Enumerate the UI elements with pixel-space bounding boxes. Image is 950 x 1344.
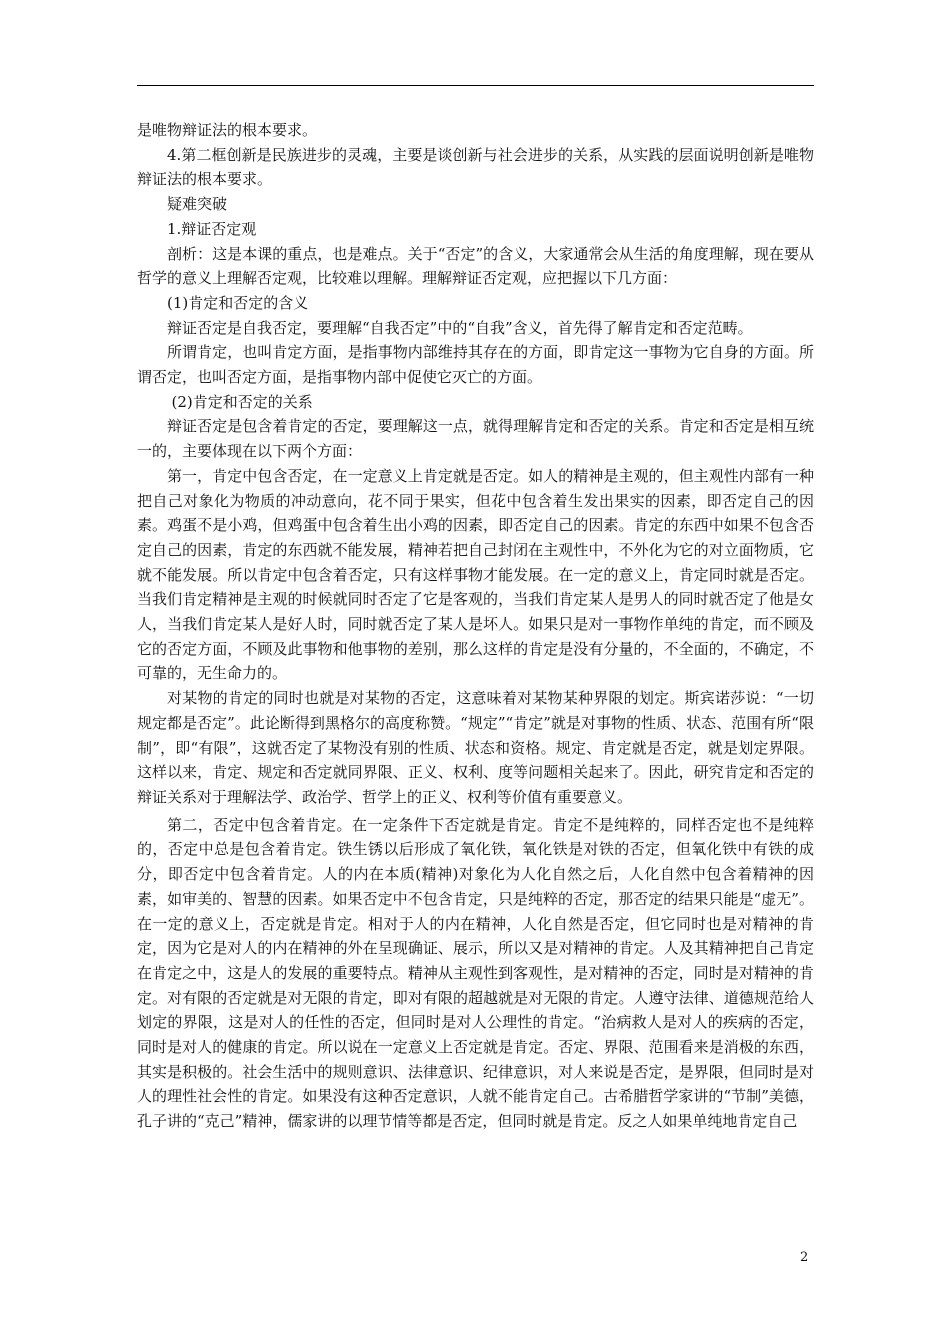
subsection-heading: (2)肯定和否定的关系 <box>171 392 313 411</box>
paragraph: 剖析：这是本课的重点，也是难点。关于“否定”的含义，大家通常会从生活的角度理解，现在要从哲学的意义上理解否定观，比较难以理解。理解辩证否定观，应把握以下几方面： <box>137 244 814 288</box>
paragraph: 辩证否定是包含着肯定的否定，要理解这一点，就得理解肯定和否定的关系。肯定和否定是相互统一的，主要体现在以下两个方面： <box>137 417 814 461</box>
header-rule <box>137 85 814 86</box>
subsection-heading: 1.辩证否定观 <box>167 219 257 238</box>
paragraph: 对某物的肯定的同时也就是对某物的否定，这意味着对某物某种界限的划定。斯宾诺莎说：“一切规定都是否定”。此论断得到黑格尔的高度称赞。“规定”“肯定”就是对事物的性质、状态、范围有所“限制”，即“有限”，这就否定了某物没有别的性质、状态和资格。规定、肯定就是否定，就是划定界限。这样以来，肯定、规定和否定就同界限、正义、权利、度等问题相关起来了。因此，研究肯定和否定的辩证关系对于理解法学、政治学、哲学上的正义、权利等价值有重要意义。 <box>137 689 814 806</box>
paragraph: 辩证否定是自我否定，要理解“自我否定”中的“自我”含义，首先得了解肯定和否定范畴。 <box>167 318 753 337</box>
paragraph: 第一，肯定中包含否定，在一定意义上肯定就是否定。如人的精神是主观的，但主观性内部有一种把自己对象化为物质的冲动意向，花不同于果实，但花中包含着生发出果实的因素，即否定自己的因素。鸡蛋不是小鸡，但鸡蛋中包含着生出小鸡的因素，即否定自己的因素。肯定的东西中如果不包含否定自己的因素，肯定的东西就不能发展，精神若把自己封闭在主观性中，不外化为它的对立面物质，它就不能发展。所以肯定中包含着否定，只有这样事物才能发展。在一定的意义上，肯定同时就是否定。当我们肯定精神是主观的时候就同时否定了它是客观的，当我们肯定某人是男人的同时就否定了他是女人，当我们肯定某人是好人时，同时就否定了某人是坏人。如果只是对一事物作单纯的肯定，而不顾及它的否定方面，不顾及此事物和他事物的差别，那么这样的肯定是没有分量的，不全面的，不确定，不可靠的，无生命力的。 <box>137 466 814 683</box>
body-text <box>137 118 814 1134</box>
paragraph: 是唯物辩证法的根本要求。 <box>137 121 318 139</box>
page-number: 2 <box>800 1250 809 1265</box>
subsection-heading: (1)肯定和否定的含义 <box>167 293 309 312</box>
paragraph: 4.第二框创新是民族进步的灵魂，主要是谈创新与社会进步的关系，从实践的层面说明创新是唯物辩证法的根本要求。 <box>137 145 814 189</box>
paragraph: 所谓肯定，也叫肯定方面，是指事物内部维持其存在的方面，即肯定这一事物为它自身的方面。所谓否定，也叫否定方面，是指事物内部中促使它灭亡的方面。 <box>137 343 814 387</box>
paragraph: 第二，否定中包含着肯定。在一定条件下否定就是肯定。肯定不是纯粹的，同样否定也不是纯粹的，否定中总是包含着肯定。铁生锈以后形成了氧化铁，氧化铁是对铁的否定，但氧化铁中有铁的成分，即否定中包含着肯定。人的内在本质(精神)对象化为人化自然之后，人化自然中包含着精神的因素，如审美的、智慧的因素。如果否定中不包含肯定，只是纯粹的否定，那否定的结果只能是“虚无”。在一定的意义上，否定就是肯定。相对于人的内在精神，人化自然是否定，但它同时也是对精神的肯定，因为它是对人的内在精神的外在呈现确证、展示，所以又是对精神的肯定。人及其精神把自己肯定在肯定之中，这是人的发展的重要特点。精神从主观性到客观性，是对精神的否定，同时是对精神的肯定。对有限的否定就是对无限的肯定，即对有限的超越就是对无限的肯定。人遵守法律、道德规范给人划定的界限，这是对人的任性的否定，但同时是对人公理性的肯定。“治病救人是对人的疾病的否定，同时是对人的健康的肯定。所以说在一定意义上否定就是肯定。否定、界限、范围看来是消极的东西，其实是积极的。社会生活中的规则意识、法律意识、纪律意识，对人来说是否定，是界限，但同时是对人的理性社会性的肯定。如果没有这种否定意识，人就不能肯定自己。古希腊哲学家讲的“节制”美德，孔子讲的“克己”精神，儒家讲的以理节情等都是否定，但同时就是肯定。反之人如果单纯地肯定自己 <box>137 815 814 1131</box>
section-heading: 疑难突破 <box>167 195 228 214</box>
